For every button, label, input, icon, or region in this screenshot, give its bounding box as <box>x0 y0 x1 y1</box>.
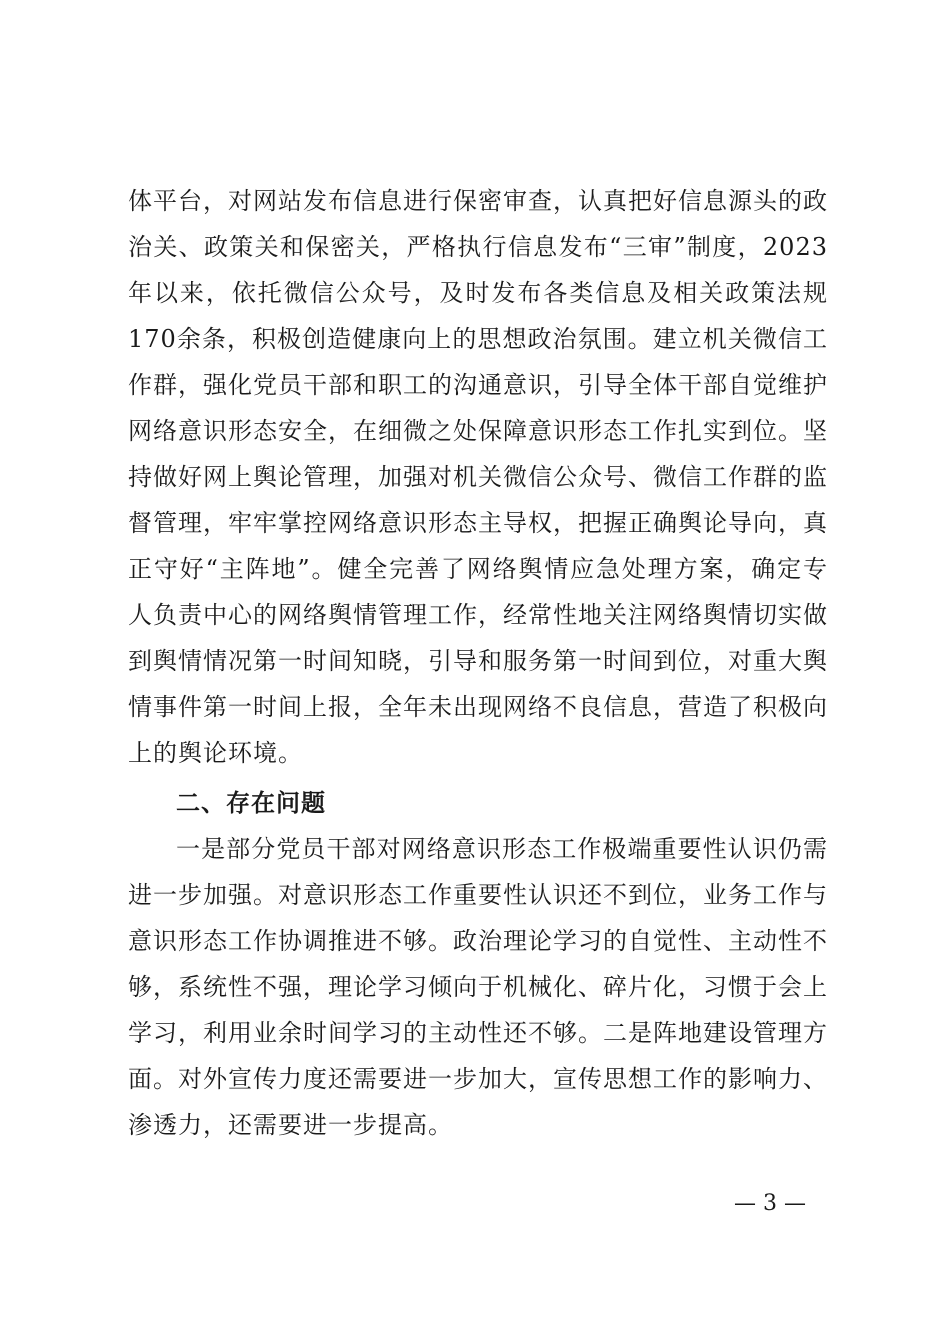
body-paragraph-continued: 体平台，对网站发布信息进行保密审查，认真把好信息源头的政治关、政策关和保密关，严格执行信息发布“三审”制度，2023年以来，依托微信公众号，及时发布各类信息及相关政策法规170余条，积极创造健康向上的思想政治氛围。建立机关微信工作群，强化党员干部和职工的沟通意识，引导全体干部自觉维护网络意识形态安全，在细微之处保障意识形态工作扎实到位。坚持做好网上舆论管理，加强对机关微信公众号、微信工作群的监督管理，牢牢掌控网络意识形态主导权，把握正确舆论导向，真正守好“主阵地”。健全完善了网络舆情应急处理方案，确定专人负责中心的网络舆情管理工作，经常性地关注网络舆情切实做到舆情情况第一时间知晓，引导和服务第一时间到位，对重大舆情事件第一时间上报，全年未出现网络不良信息，营造了积极向上的舆论环境。 <box>128 187 828 767</box>
section-heading: 二、存在问题 <box>176 789 326 817</box>
page-number: — 3 — <box>734 1191 806 1216</box>
section-paragraph: 一是部分党员干部对网络意识形态工作极端重要性认识仍需进一步加强。对意识形态工作重要性认识还不到位，业务工作与意识形态工作协调推进不够。政治理论学习的自觉性、主动性不够，系统性不强，理论学习倾向于机械化、碎片化，习惯于会上学习，利用业余时间学习的主动性还不够。二是阵地建设管理方面。对外宣传力度还需要进一步加大，宣传思想工作的影响力、渗透力，还需要进一步提高。 <box>128 835 828 1139</box>
